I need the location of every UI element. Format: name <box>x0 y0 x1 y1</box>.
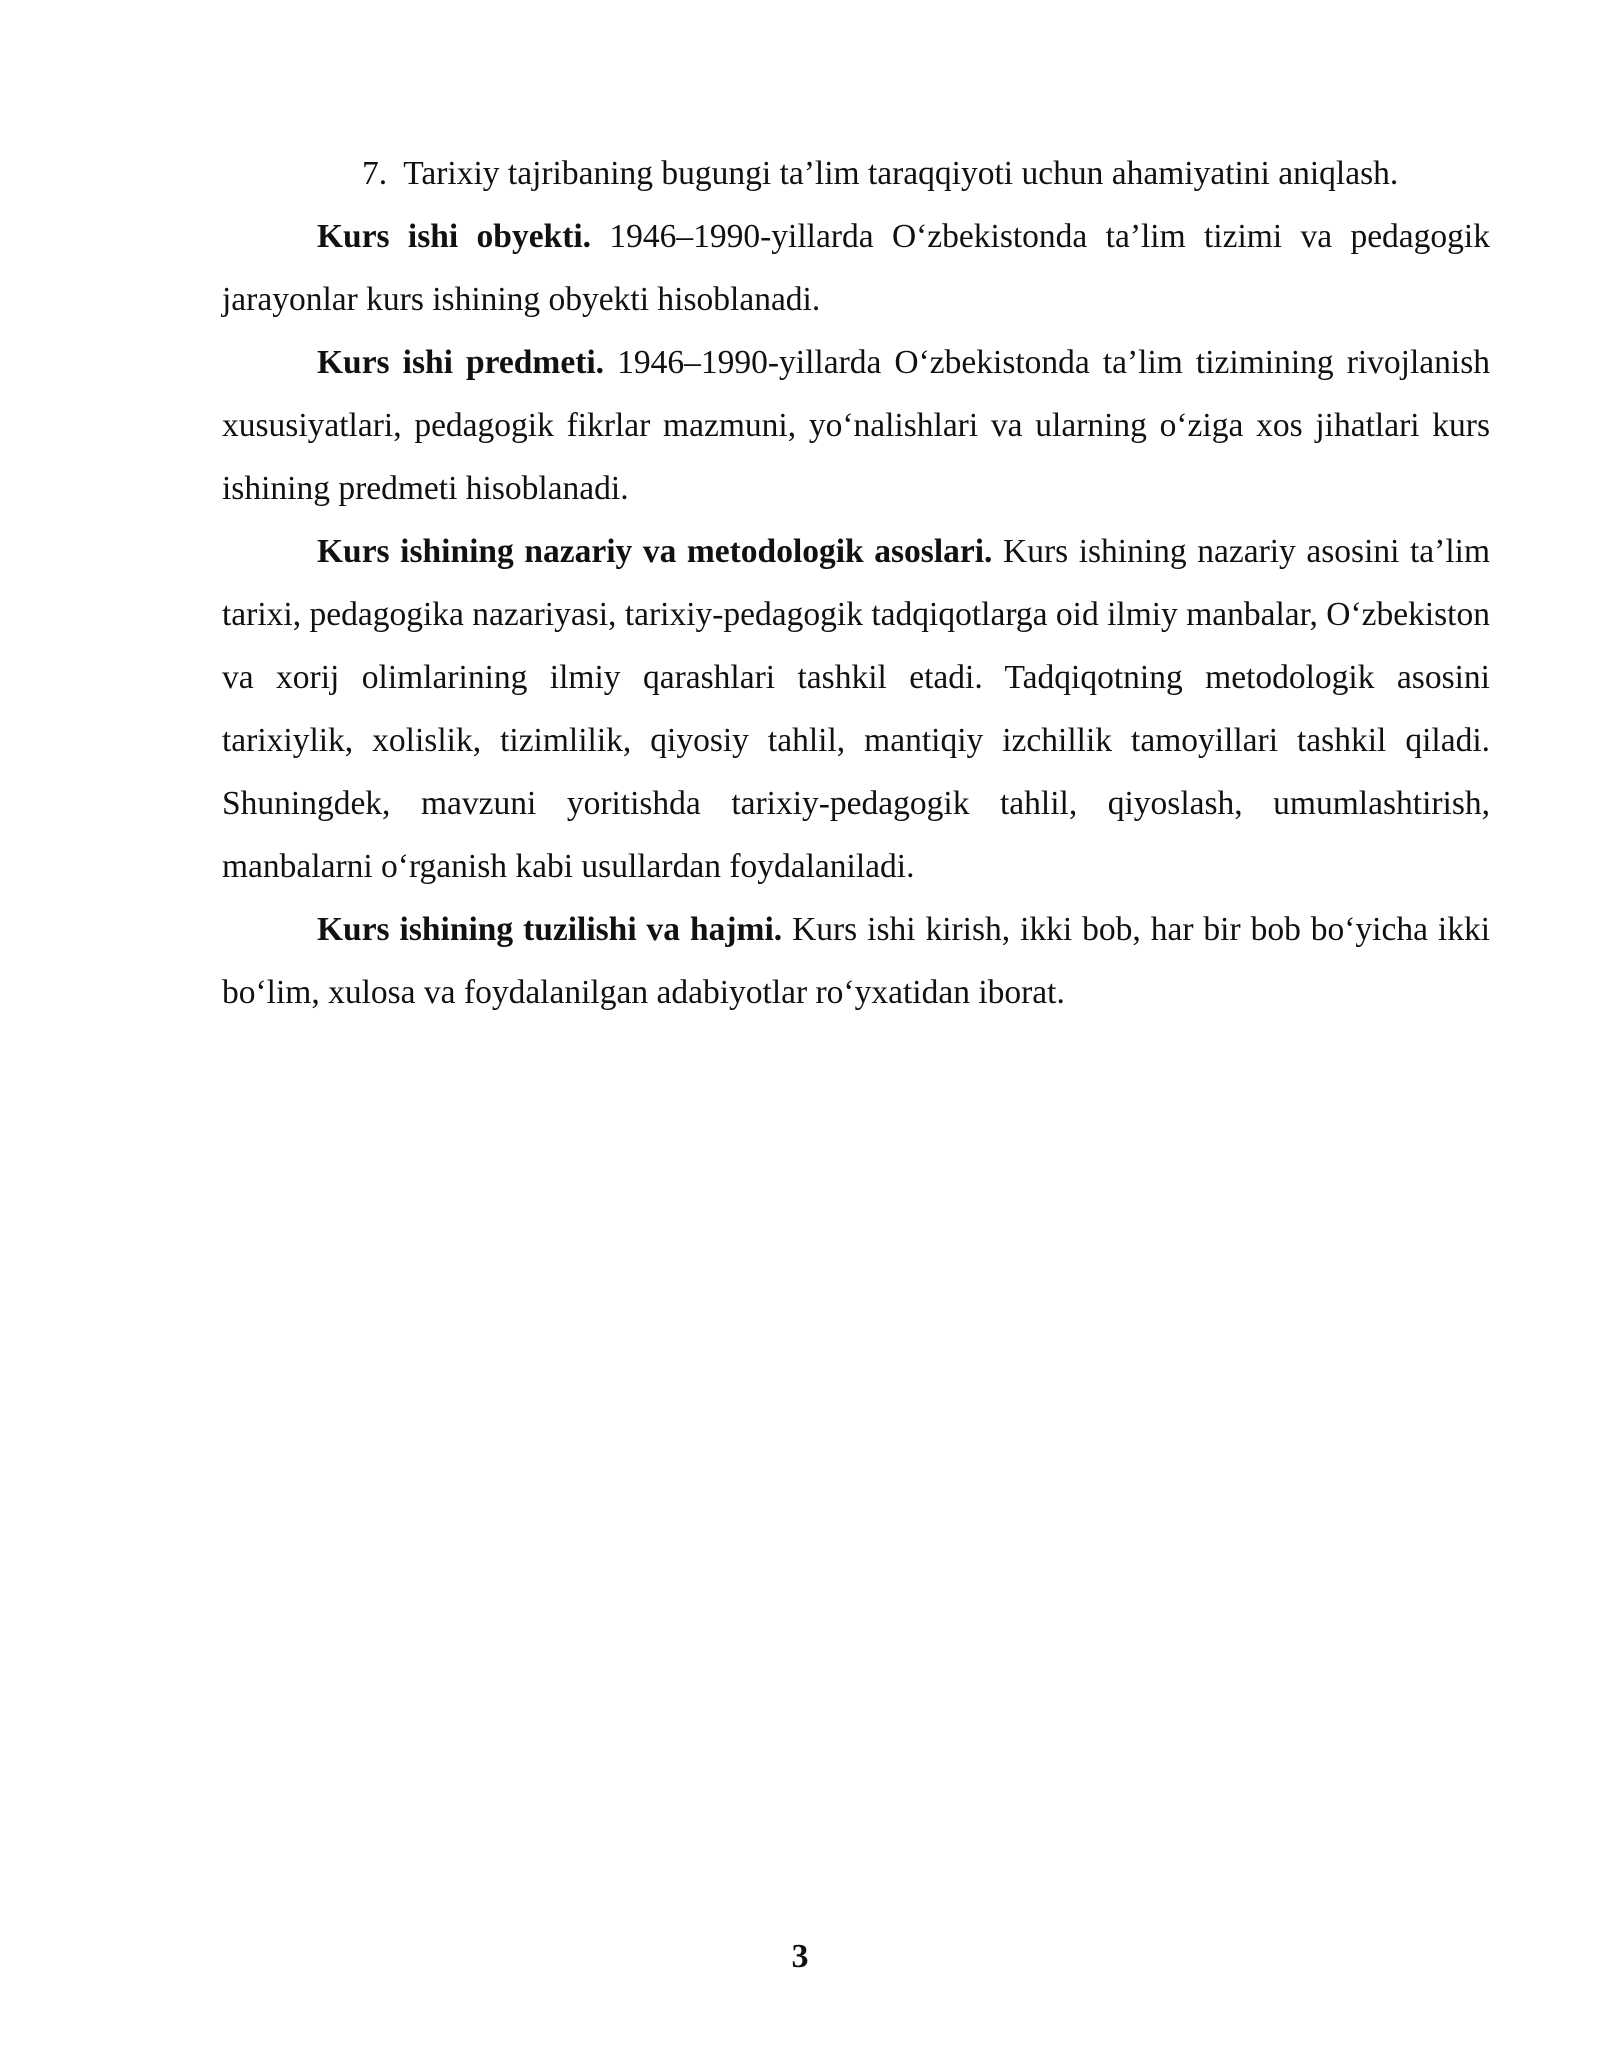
paragraph-text: 1946–1990-yillarda O‘zbekistonda ta’lim tizimining rivojlanish xususiyatlari, pedagogik fikrlar mazmuni, yo‘nalishlari va ularning o‘ziga xos jihatlari kurs ishining predmeti hisoblanadi. <box>222 344 1491 507</box>
list-item-text: Tarixiy tajribaning bugungi ta’lim taraqqiyoti uchun ahamiyatini aniqlash. <box>403 155 1399 192</box>
paragraph-object <box>222 205 1490 331</box>
paragraph-text: Kurs ishi kirish, ikki bob, har bir bob bo‘yicha ikki bo‘lim, xulosa va foydalanilgan adabiyotlar ro‘yxatidan iborat. <box>222 911 1491 1011</box>
paragraph-lead: Kurs ishi obyekti. <box>317 218 592 255</box>
list-item-7 <box>222 142 1490 205</box>
paragraph-lead: Kurs ishining nazariy va metodologik asoslari. <box>317 533 993 570</box>
paragraph-text: 1946–1990-yillarda O‘zbekistonda ta’lim tizimi va pedagogik jarayonlar kurs ishining obyekti hisoblanadi. <box>222 218 1490 318</box>
paragraph-lead: Kurs ishining tuzilishi va hajmi. <box>317 911 783 948</box>
paragraph-text: Kurs ishining nazariy asosini ta’lim tarixi, pedagogika nazariyasi, tarixiy-pedagogik tadqiqotlarga oid ilmiy manbalar, O‘zbekiston va xorij olimlarining ilmiy qarashlari tashkil etadi. Tadqiqotning metodologik asosini tarixiylik, xolislik, tizimlilik, qiyosiy tahlil, mantiqiy izchillik tamoyillari tashkil qiladi. Shuningdek, mavzuni yoritishda tarixiy-pedagogik tahlil, qiyoslash, umumlashtirish, manbalarni o‘rganish kabi usullardan foydalaniladi. <box>222 533 1490 885</box>
page-number: 3 <box>791 1938 809 1975</box>
paragraph-methodology <box>222 520 1490 898</box>
list-item-number: 7. <box>362 155 388 192</box>
page-content <box>222 142 1490 1024</box>
paragraph-subject <box>222 331 1490 520</box>
paragraph-lead: Kurs ishi predmeti. <box>317 344 605 381</box>
paragraph-structure <box>222 898 1490 1024</box>
